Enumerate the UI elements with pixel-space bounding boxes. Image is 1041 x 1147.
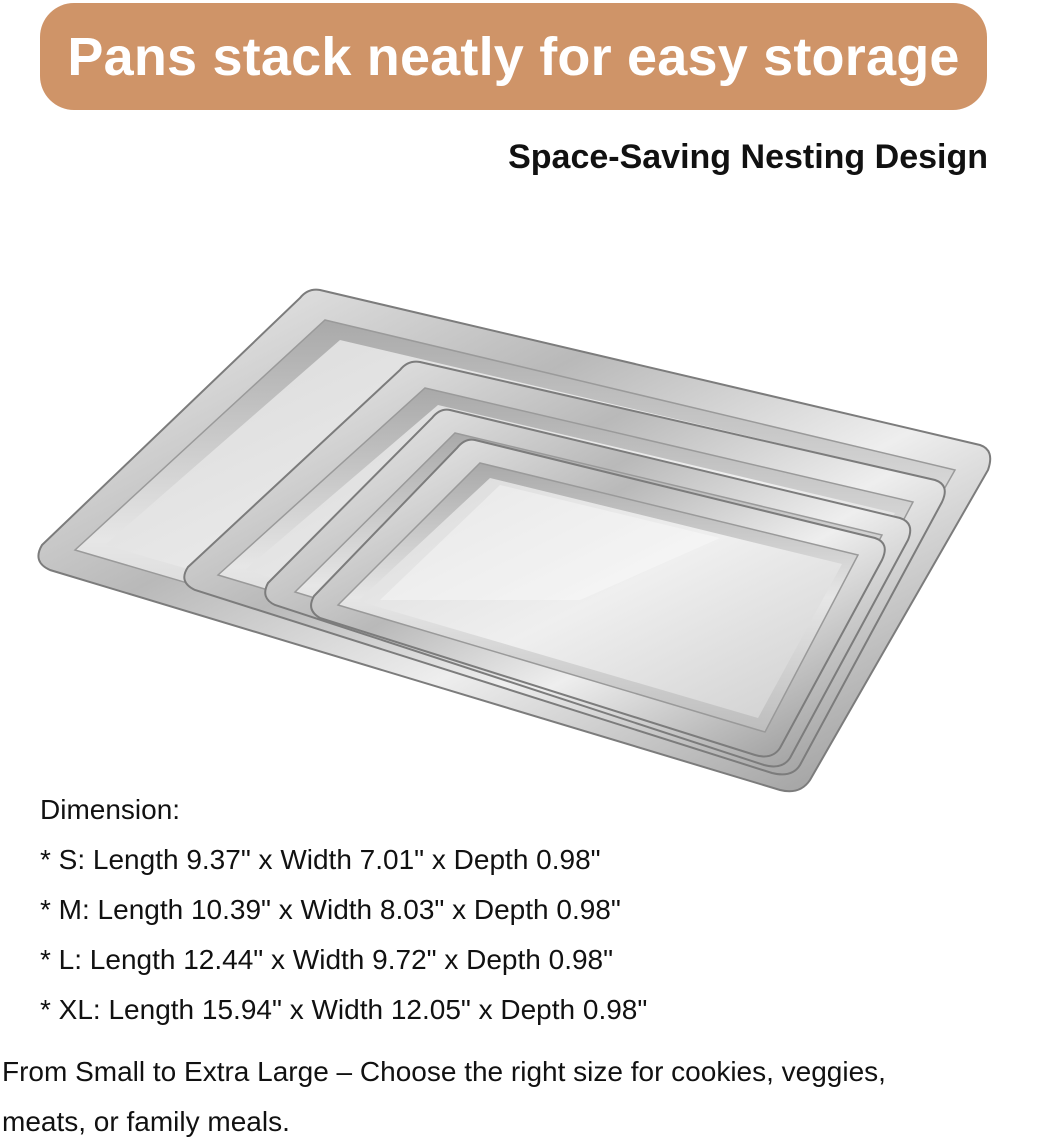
banner-title: Pans stack neatly for easy storage: [67, 26, 960, 87]
subtitle: Space-Saving Nesting Design: [508, 138, 988, 176]
footer-line-2: meats, or family meals.: [2, 1106, 290, 1137]
dimension-item-s: * S: Length 9.37" x Width 7.01" x Depth 0.98": [40, 844, 601, 875]
dimensions-heading: Dimension:: [40, 794, 181, 825]
dimension-item-l: * L: Length 12.44" x Width 9.72" x Depth 0.98": [40, 944, 614, 975]
dimension-item-xl: * XL: Length 15.94" x Width 12.05" x Depth 0.98": [40, 994, 648, 1025]
title-banner: [40, 3, 987, 110]
dimension-item-m: * M: Length 10.39" x Width 8.03" x Depth 0.98": [40, 894, 621, 925]
footer-description: [2, 1047, 1041, 1147]
dimensions-list: [40, 785, 1000, 1035]
footer-line-1: From Small to Extra Large – Choose the right size for cookies, veggies,: [2, 1056, 886, 1087]
nested-baking-pans-icon: [20, 270, 1020, 810]
